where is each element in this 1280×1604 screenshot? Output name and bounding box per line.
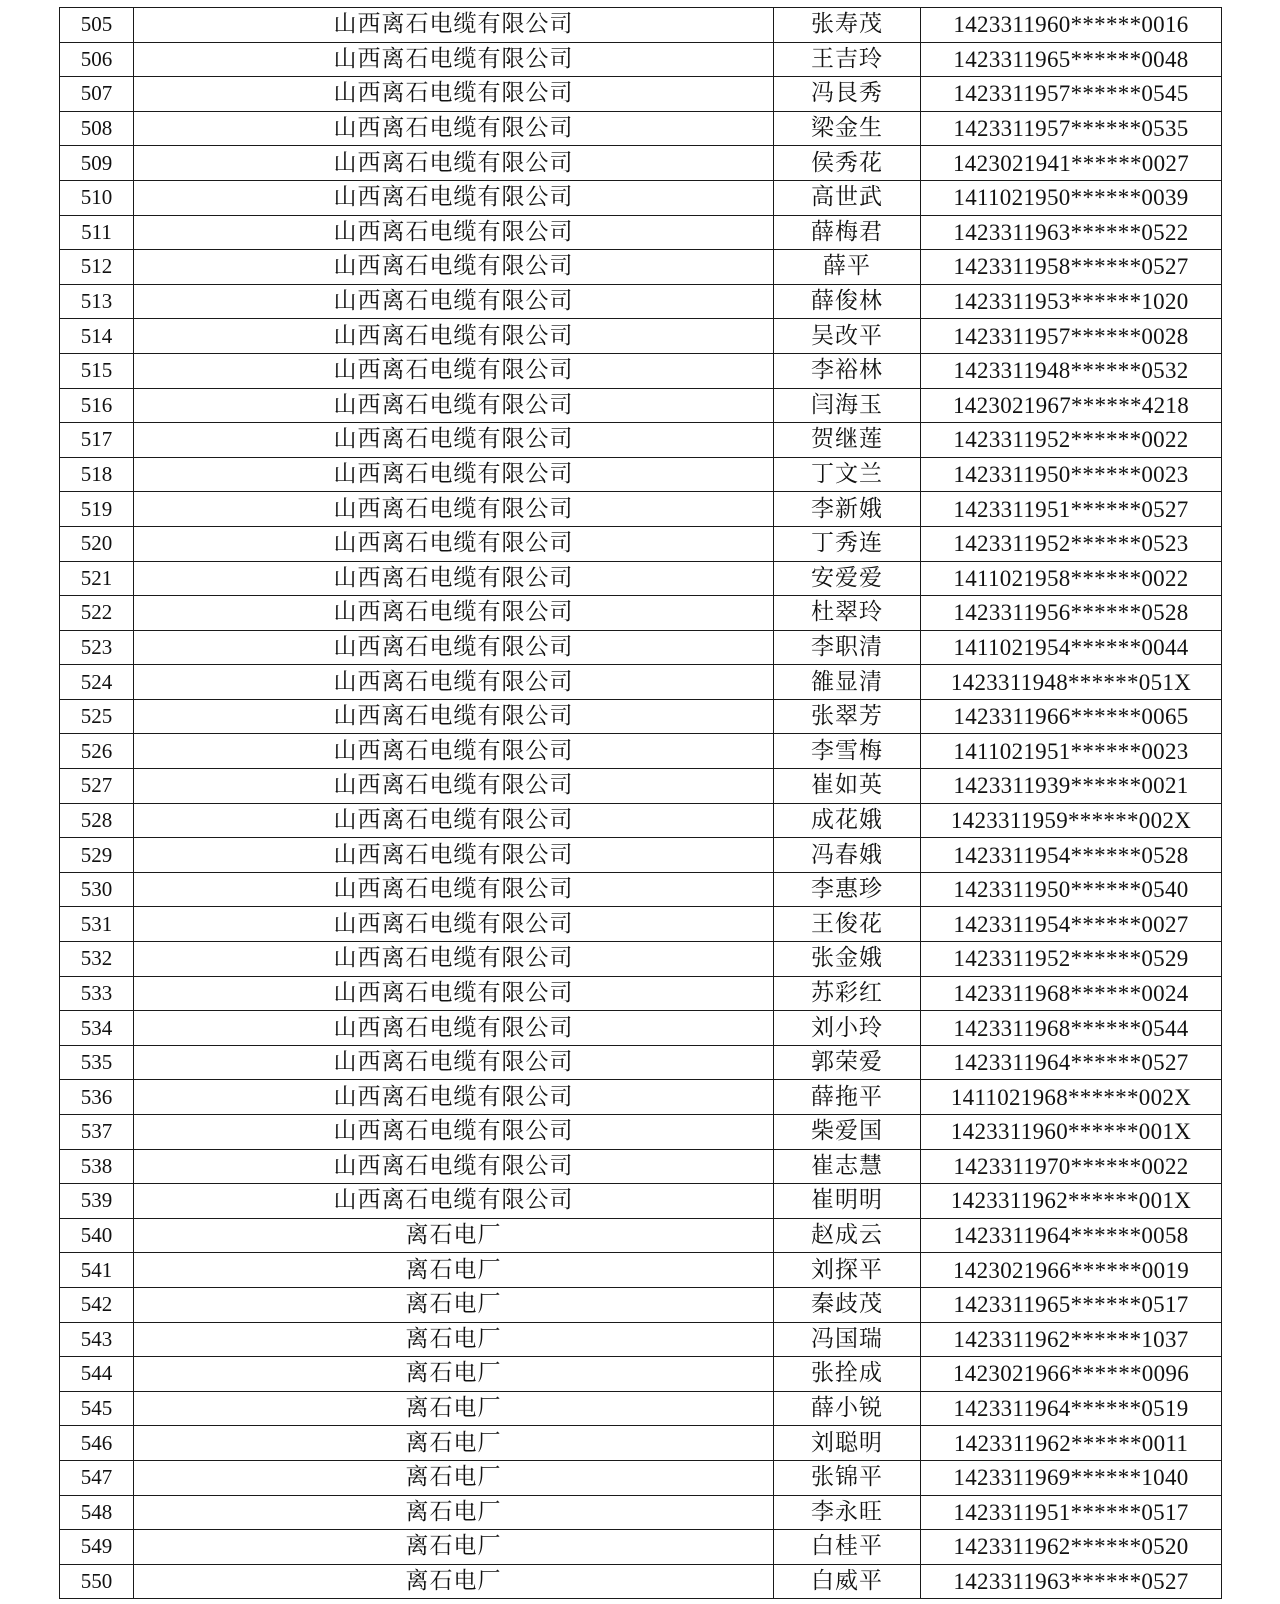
person-name-cell: 梁金生 <box>774 111 921 146</box>
table-row <box>60 942 1222 977</box>
id-number-cell: 1423311951******0527 <box>921 492 1222 527</box>
id-number-cell: 1423021967******4218 <box>921 388 1222 423</box>
person-name-cell: 李裕林 <box>774 353 921 388</box>
table-row <box>60 976 1222 1011</box>
row-number-cell: 547 <box>60 1460 134 1495</box>
row-number-cell: 549 <box>60 1530 134 1565</box>
unit-name-cell: 离石电厂 <box>134 1391 774 1426</box>
person-name-cell: 李雪梅 <box>774 734 921 769</box>
person-name-cell: 李新娥 <box>774 492 921 527</box>
unit-name-cell: 离石电厂 <box>134 1460 774 1495</box>
person-name-cell: 赵成云 <box>774 1218 921 1253</box>
unit-name-cell: 山西离石电缆有限公司 <box>134 8 774 43</box>
id-number-cell: 1423311964******0058 <box>921 1218 1222 1253</box>
person-name-cell: 王吉玲 <box>774 42 921 77</box>
row-number-cell: 540 <box>60 1218 134 1253</box>
unit-name-cell: 山西离石电缆有限公司 <box>134 215 774 250</box>
id-number-cell: 1411021968******002X <box>921 1080 1222 1115</box>
id-number-cell: 1423311962******1037 <box>921 1322 1222 1357</box>
person-name-cell: 张拴成 <box>774 1357 921 1392</box>
person-name-cell: 白桂平 <box>774 1530 921 1565</box>
row-number-cell: 513 <box>60 284 134 319</box>
person-name-cell: 侯秀花 <box>774 146 921 181</box>
table-row <box>60 146 1222 181</box>
table-row <box>60 111 1222 146</box>
id-number-cell: 1423311948******051X <box>921 665 1222 700</box>
unit-name-cell: 山西离石电缆有限公司 <box>134 111 774 146</box>
table-row <box>60 1218 1222 1253</box>
unit-name-cell: 山西离石电缆有限公司 <box>134 1011 774 1046</box>
person-name-cell: 崔明明 <box>774 1184 921 1219</box>
row-number-cell: 520 <box>60 526 134 561</box>
row-number-cell: 548 <box>60 1495 134 1530</box>
person-name-cell: 苏彩红 <box>774 976 921 1011</box>
id-number-cell: 1423311956******0528 <box>921 596 1222 631</box>
table-row <box>60 1564 1222 1599</box>
id-number-cell: 1423311952******0523 <box>921 526 1222 561</box>
table-row <box>60 319 1222 354</box>
unit-name-cell: 山西离石电缆有限公司 <box>134 942 774 977</box>
row-number-cell: 519 <box>60 492 134 527</box>
person-name-cell: 张寿茂 <box>774 8 921 43</box>
table-row <box>60 388 1222 423</box>
id-number-cell: 1423021966******0096 <box>921 1357 1222 1392</box>
table-row <box>60 838 1222 873</box>
unit-name-cell: 山西离石电缆有限公司 <box>134 1115 774 1150</box>
unit-name-cell: 离石电厂 <box>134 1218 774 1253</box>
row-number-cell: 525 <box>60 699 134 734</box>
id-number-cell: 1423311963******0527 <box>921 1564 1222 1599</box>
person-name-cell: 王俊花 <box>774 907 921 942</box>
row-number-cell: 517 <box>60 423 134 458</box>
unit-name-cell: 离石电厂 <box>134 1564 774 1599</box>
unit-name-cell: 山西离石电缆有限公司 <box>134 526 774 561</box>
id-number-cell: 1423311962******0520 <box>921 1530 1222 1565</box>
person-name-cell: 薛梅君 <box>774 215 921 250</box>
unit-name-cell: 山西离石电缆有限公司 <box>134 907 774 942</box>
row-number-cell: 542 <box>60 1287 134 1322</box>
table-row <box>60 526 1222 561</box>
table-row <box>60 803 1222 838</box>
id-number-cell: 1423311969******1040 <box>921 1460 1222 1495</box>
unit-name-cell: 山西离石电缆有限公司 <box>134 734 774 769</box>
table-row <box>60 77 1222 112</box>
id-number-cell: 1423311963******0522 <box>921 215 1222 250</box>
person-name-cell: 闫海玉 <box>774 388 921 423</box>
row-number-cell: 523 <box>60 630 134 665</box>
row-number-cell: 506 <box>60 42 134 77</box>
person-name-cell: 冯国瑞 <box>774 1322 921 1357</box>
table-row <box>60 492 1222 527</box>
id-number-cell: 1423311951******0517 <box>921 1495 1222 1530</box>
id-number-cell: 1423311948******0532 <box>921 353 1222 388</box>
table-row <box>60 1357 1222 1392</box>
id-number-cell: 1423311959******002X <box>921 803 1222 838</box>
unit-name-cell: 山西离石电缆有限公司 <box>134 1045 774 1080</box>
id-number-cell: 1423311968******0024 <box>921 976 1222 1011</box>
id-number-cell: 1423311957******0535 <box>921 111 1222 146</box>
unit-name-cell: 山西离石电缆有限公司 <box>134 423 774 458</box>
unit-name-cell: 离石电厂 <box>134 1287 774 1322</box>
person-name-cell: 杜翠玲 <box>774 596 921 631</box>
roster-body <box>60 8 1222 1599</box>
unit-name-cell: 山西离石电缆有限公司 <box>134 492 774 527</box>
person-name-cell: 崔如英 <box>774 769 921 804</box>
row-number-cell: 529 <box>60 838 134 873</box>
table-row <box>60 1080 1222 1115</box>
table-row <box>60 630 1222 665</box>
row-number-cell: 545 <box>60 1391 134 1426</box>
table-row <box>60 1460 1222 1495</box>
row-number-cell: 541 <box>60 1253 134 1288</box>
id-number-cell: 1423311953******1020 <box>921 284 1222 319</box>
table-row <box>60 734 1222 769</box>
row-number-cell: 533 <box>60 976 134 1011</box>
unit-name-cell: 山西离石电缆有限公司 <box>134 180 774 215</box>
id-number-cell: 1423311965******0048 <box>921 42 1222 77</box>
table-row <box>60 1253 1222 1288</box>
person-name-cell: 高世武 <box>774 180 921 215</box>
row-number-cell: 518 <box>60 457 134 492</box>
person-name-cell: 吴改平 <box>774 319 921 354</box>
row-number-cell: 511 <box>60 215 134 250</box>
row-number-cell: 536 <box>60 1080 134 1115</box>
row-number-cell: 507 <box>60 77 134 112</box>
table-row <box>60 1045 1222 1080</box>
id-number-cell: 1423311958******0527 <box>921 250 1222 285</box>
person-name-cell: 李永旺 <box>774 1495 921 1530</box>
row-number-cell: 537 <box>60 1115 134 1150</box>
person-name-cell: 张翠芳 <box>774 699 921 734</box>
id-number-cell: 1423311950******0540 <box>921 872 1222 907</box>
unit-name-cell: 山西离石电缆有限公司 <box>134 872 774 907</box>
person-name-cell: 刘小玲 <box>774 1011 921 1046</box>
unit-name-cell: 山西离石电缆有限公司 <box>134 803 774 838</box>
unit-name-cell: 山西离石电缆有限公司 <box>134 665 774 700</box>
unit-name-cell: 离石电厂 <box>134 1322 774 1357</box>
id-number-cell: 1423311954******0027 <box>921 907 1222 942</box>
unit-name-cell: 山西离石电缆有限公司 <box>134 596 774 631</box>
person-name-cell: 冯艮秀 <box>774 77 921 112</box>
table-row <box>60 1426 1222 1461</box>
person-name-cell: 李惠珍 <box>774 872 921 907</box>
id-number-cell: 1423311954******0528 <box>921 838 1222 873</box>
id-number-cell: 1423311960******0016 <box>921 8 1222 43</box>
id-number-cell: 1411021950******0039 <box>921 180 1222 215</box>
person-name-cell: 白威平 <box>774 1564 921 1599</box>
id-number-cell: 1423021941******0027 <box>921 146 1222 181</box>
person-name-cell: 秦歧茂 <box>774 1287 921 1322</box>
row-number-cell: 527 <box>60 769 134 804</box>
unit-name-cell: 山西离石电缆有限公司 <box>134 319 774 354</box>
id-number-cell: 1423311964******0527 <box>921 1045 1222 1080</box>
id-number-cell: 1411021958******0022 <box>921 561 1222 596</box>
row-number-cell: 509 <box>60 146 134 181</box>
row-number-cell: 528 <box>60 803 134 838</box>
table-row <box>60 42 1222 77</box>
unit-name-cell: 山西离石电缆有限公司 <box>134 1080 774 1115</box>
table-row <box>60 1011 1222 1046</box>
table-row <box>60 284 1222 319</box>
id-number-cell: 1423311968******0544 <box>921 1011 1222 1046</box>
id-number-cell: 1423311960******001X <box>921 1115 1222 1150</box>
id-number-cell: 1423311952******0529 <box>921 942 1222 977</box>
table-row <box>60 1530 1222 1565</box>
person-name-cell: 李职清 <box>774 630 921 665</box>
person-name-cell: 丁秀连 <box>774 526 921 561</box>
row-number-cell: 532 <box>60 942 134 977</box>
person-name-cell: 柴爱国 <box>774 1115 921 1150</box>
row-number-cell: 531 <box>60 907 134 942</box>
table-row <box>60 1391 1222 1426</box>
table-row <box>60 1149 1222 1184</box>
row-number-cell: 539 <box>60 1184 134 1219</box>
roster-table <box>59 7 1222 1599</box>
unit-name-cell: 山西离石电缆有限公司 <box>134 250 774 285</box>
unit-name-cell: 山西离石电缆有限公司 <box>134 353 774 388</box>
unit-name-cell: 离石电厂 <box>134 1426 774 1461</box>
id-number-cell: 1423311962******0011 <box>921 1426 1222 1461</box>
row-number-cell: 514 <box>60 319 134 354</box>
person-name-cell: 雒显清 <box>774 665 921 700</box>
table-row <box>60 8 1222 43</box>
row-number-cell: 544 <box>60 1357 134 1392</box>
table-row <box>60 1495 1222 1530</box>
id-number-cell: 1423311957******0028 <box>921 319 1222 354</box>
table-row <box>60 457 1222 492</box>
unit-name-cell: 山西离石电缆有限公司 <box>134 1184 774 1219</box>
id-number-cell: 1423021966******0019 <box>921 1253 1222 1288</box>
unit-name-cell: 山西离石电缆有限公司 <box>134 1149 774 1184</box>
table-row <box>60 665 1222 700</box>
id-number-cell: 1423311970******0022 <box>921 1149 1222 1184</box>
row-number-cell: 534 <box>60 1011 134 1046</box>
unit-name-cell: 山西离石电缆有限公司 <box>134 630 774 665</box>
table-row <box>60 1184 1222 1219</box>
person-name-cell: 张金娥 <box>774 942 921 977</box>
table-row <box>60 872 1222 907</box>
unit-name-cell: 山西离石电缆有限公司 <box>134 77 774 112</box>
row-number-cell: 543 <box>60 1322 134 1357</box>
row-number-cell: 516 <box>60 388 134 423</box>
table-row <box>60 1287 1222 1322</box>
unit-name-cell: 山西离石电缆有限公司 <box>134 457 774 492</box>
person-name-cell: 冯春娥 <box>774 838 921 873</box>
id-number-cell: 1411021954******0044 <box>921 630 1222 665</box>
id-number-cell: 1411021951******0023 <box>921 734 1222 769</box>
id-number-cell: 1423311964******0519 <box>921 1391 1222 1426</box>
table-row <box>60 180 1222 215</box>
unit-name-cell: 离石电厂 <box>134 1253 774 1288</box>
id-number-cell: 1423311966******0065 <box>921 699 1222 734</box>
person-name-cell: 崔志慧 <box>774 1149 921 1184</box>
row-number-cell: 505 <box>60 8 134 43</box>
id-number-cell: 1423311950******0023 <box>921 457 1222 492</box>
unit-name-cell: 离石电厂 <box>134 1357 774 1392</box>
table-row <box>60 423 1222 458</box>
table-row <box>60 353 1222 388</box>
row-number-cell: 538 <box>60 1149 134 1184</box>
person-name-cell: 郭荣爱 <box>774 1045 921 1080</box>
id-number-cell: 1423311952******0022 <box>921 423 1222 458</box>
unit-name-cell: 山西离石电缆有限公司 <box>134 146 774 181</box>
person-name-cell: 薛俊林 <box>774 284 921 319</box>
unit-name-cell: 山西离石电缆有限公司 <box>134 42 774 77</box>
row-number-cell: 546 <box>60 1426 134 1461</box>
table-row <box>60 215 1222 250</box>
table-row <box>60 1322 1222 1357</box>
unit-name-cell: 山西离石电缆有限公司 <box>134 769 774 804</box>
table-row <box>60 699 1222 734</box>
row-number-cell: 521 <box>60 561 134 596</box>
person-name-cell: 张锦平 <box>774 1460 921 1495</box>
unit-name-cell: 山西离石电缆有限公司 <box>134 284 774 319</box>
unit-name-cell: 山西离石电缆有限公司 <box>134 388 774 423</box>
unit-name-cell: 离石电厂 <box>134 1530 774 1565</box>
row-number-cell: 535 <box>60 1045 134 1080</box>
table-row <box>60 907 1222 942</box>
id-number-cell: 1423311965******0517 <box>921 1287 1222 1322</box>
person-name-cell: 贺继莲 <box>774 423 921 458</box>
table-row <box>60 769 1222 804</box>
person-name-cell: 丁文兰 <box>774 457 921 492</box>
unit-name-cell: 山西离石电缆有限公司 <box>134 699 774 734</box>
person-name-cell: 安爱爱 <box>774 561 921 596</box>
row-number-cell: 524 <box>60 665 134 700</box>
table-row <box>60 561 1222 596</box>
table-row <box>60 250 1222 285</box>
table-row <box>60 596 1222 631</box>
row-number-cell: 508 <box>60 111 134 146</box>
unit-name-cell: 山西离石电缆有限公司 <box>134 976 774 1011</box>
person-name-cell: 刘探平 <box>774 1253 921 1288</box>
unit-name-cell: 山西离石电缆有限公司 <box>134 838 774 873</box>
unit-name-cell: 离石电厂 <box>134 1495 774 1530</box>
row-number-cell: 526 <box>60 734 134 769</box>
row-number-cell: 515 <box>60 353 134 388</box>
person-name-cell: 薛拖平 <box>774 1080 921 1115</box>
person-name-cell: 薛小锐 <box>774 1391 921 1426</box>
person-name-cell: 成花娥 <box>774 803 921 838</box>
row-number-cell: 522 <box>60 596 134 631</box>
row-number-cell: 530 <box>60 872 134 907</box>
row-number-cell: 512 <box>60 250 134 285</box>
table-row <box>60 1115 1222 1150</box>
unit-name-cell: 山西离石电缆有限公司 <box>134 561 774 596</box>
row-number-cell: 550 <box>60 1564 134 1599</box>
id-number-cell: 1423311957******0545 <box>921 77 1222 112</box>
id-number-cell: 1423311962******001X <box>921 1184 1222 1219</box>
id-number-cell: 1423311939******0021 <box>921 769 1222 804</box>
person-name-cell: 薛平 <box>774 250 921 285</box>
row-number-cell: 510 <box>60 180 134 215</box>
person-name-cell: 刘聪明 <box>774 1426 921 1461</box>
